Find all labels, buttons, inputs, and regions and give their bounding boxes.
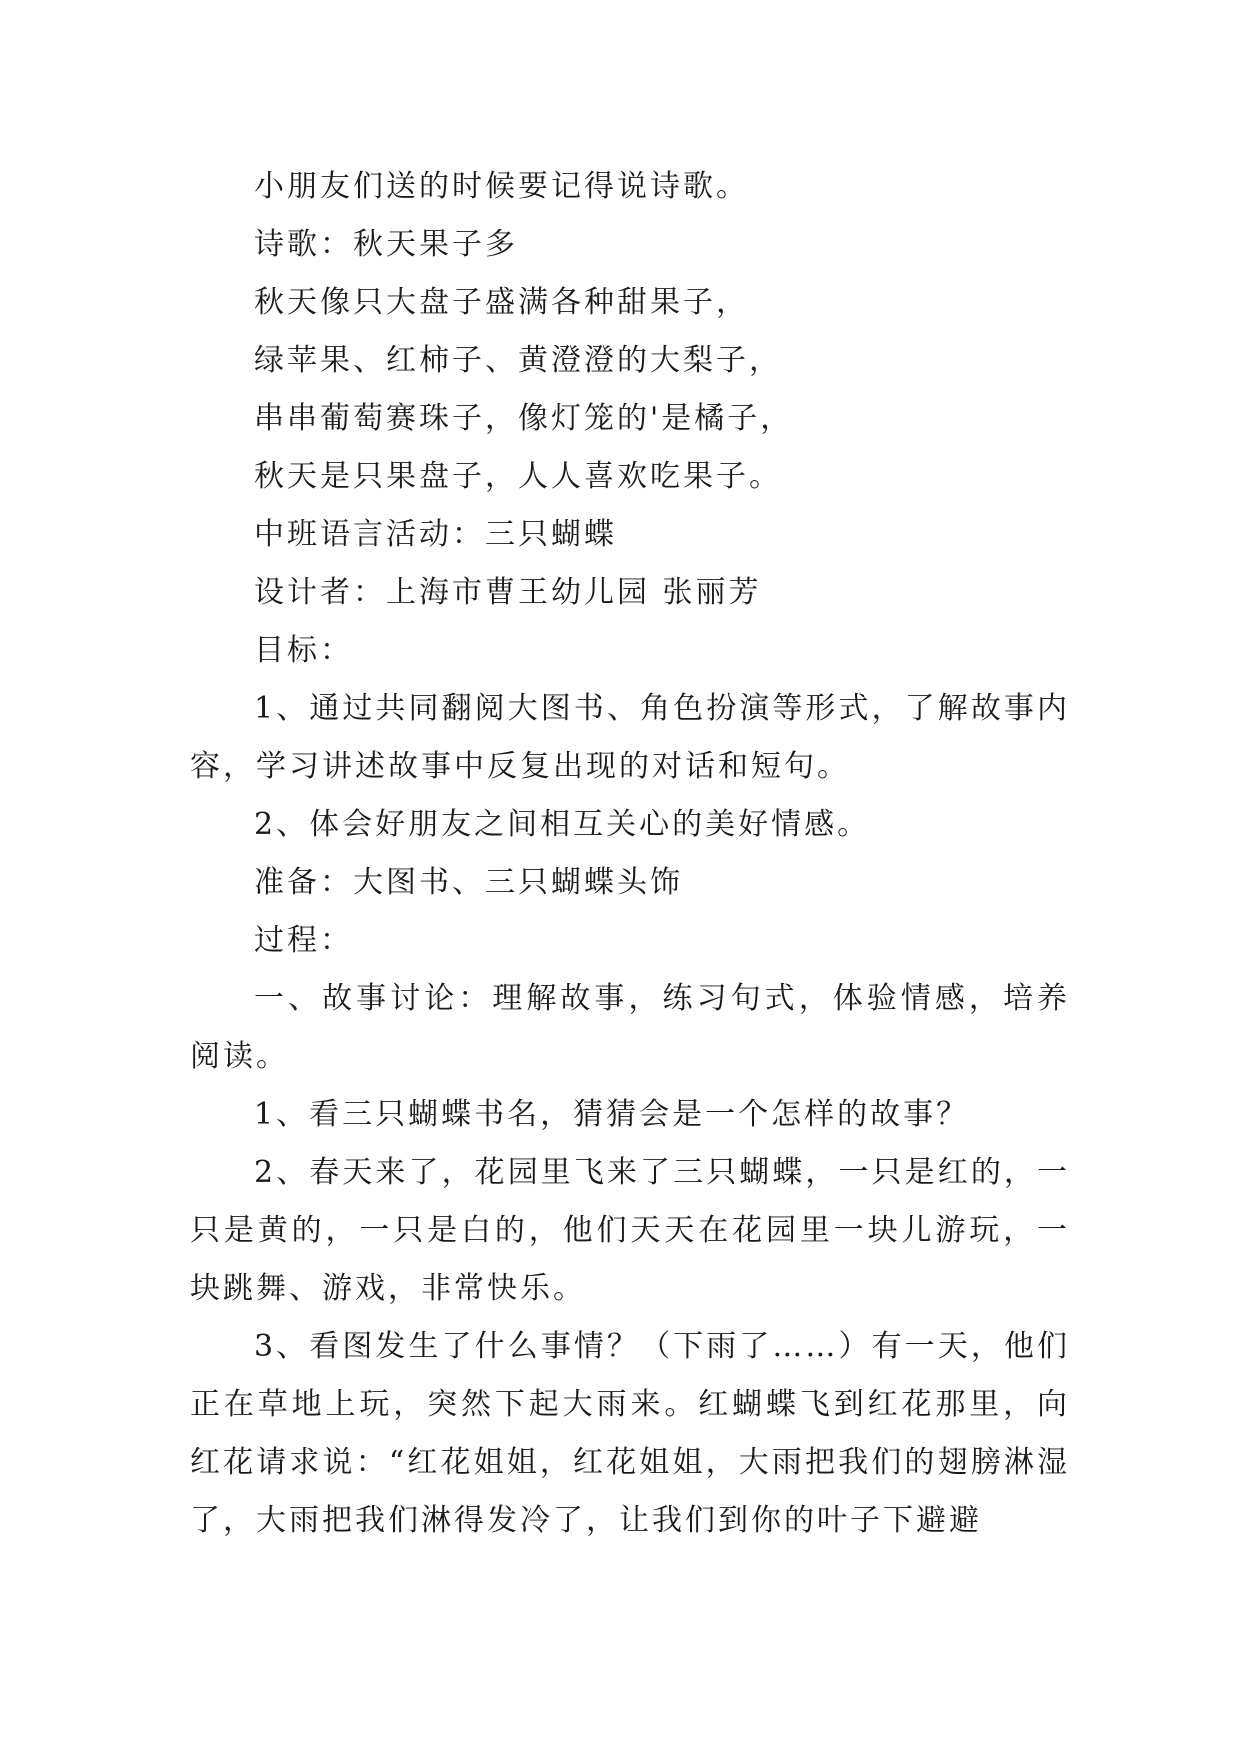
designer-line: 设计者：上海市曹王幼儿园 张丽芳 [254, 575, 762, 610]
process-step: 1、看三只蝴蝶书名，猜猜会是一个怎样的故事？ [254, 1097, 970, 1132]
goal-item: 1、通过共同翻阅大图书、角色扮演等形式，了解故事内容，学习讲述故事中反复出现的对话和短句。 [190, 691, 1070, 784]
goal-item: 2、体会好朋友之间相互关心的美好情感。 [254, 807, 871, 842]
poem-line: 串串葡萄赛珠子，像灯笼的'是橘子， [254, 401, 794, 436]
activity-title: 中班语言活动：三只蝴蝶 [254, 517, 617, 552]
poem-title: 诗歌：秋天果子多 [254, 227, 518, 262]
section-heading-goals: 目标： [254, 633, 353, 668]
paragraph: 小朋友们送的时候要记得说诗歌。 [254, 169, 749, 204]
poem-line: 秋天是只果盘子，人人喜欢吃果子。 [254, 459, 782, 494]
preparation-line: 准备：大图书、三只蝴蝶头饰 [254, 865, 683, 900]
process-step: 3、看图发生了什么事情？（下雨了……）有一天，他们正在草地上玩，突然下起大雨来。红蝴蝶飞到红花那里，向红花请求说：“红花姐姐，红花姐姐，大雨把我们的翅膀淋湿了，大雨把我们淋得发冷了，让我们到你的叶子下避避 [190, 1329, 1070, 1538]
document-body [190, 158, 1070, 1550]
process-step: 2、春天来了，花园里飞来了三只蝴蝶，一只是红的，一只是黄的，一只是白的，他们天天在花园里一块儿游玩，一块跳舞、游戏，非常快乐。 [190, 1155, 1070, 1306]
process-step: 一、故事讨论：理解故事，练习句式，体验情感，培养阅读。 [190, 981, 1070, 1074]
poem-line: 绿苹果、红柿子、黄澄澄的大梨子， [254, 343, 782, 378]
poem-line: 秋天像只大盘子盛满各种甜果子， [254, 285, 749, 320]
section-heading-process: 过程： [254, 923, 353, 958]
